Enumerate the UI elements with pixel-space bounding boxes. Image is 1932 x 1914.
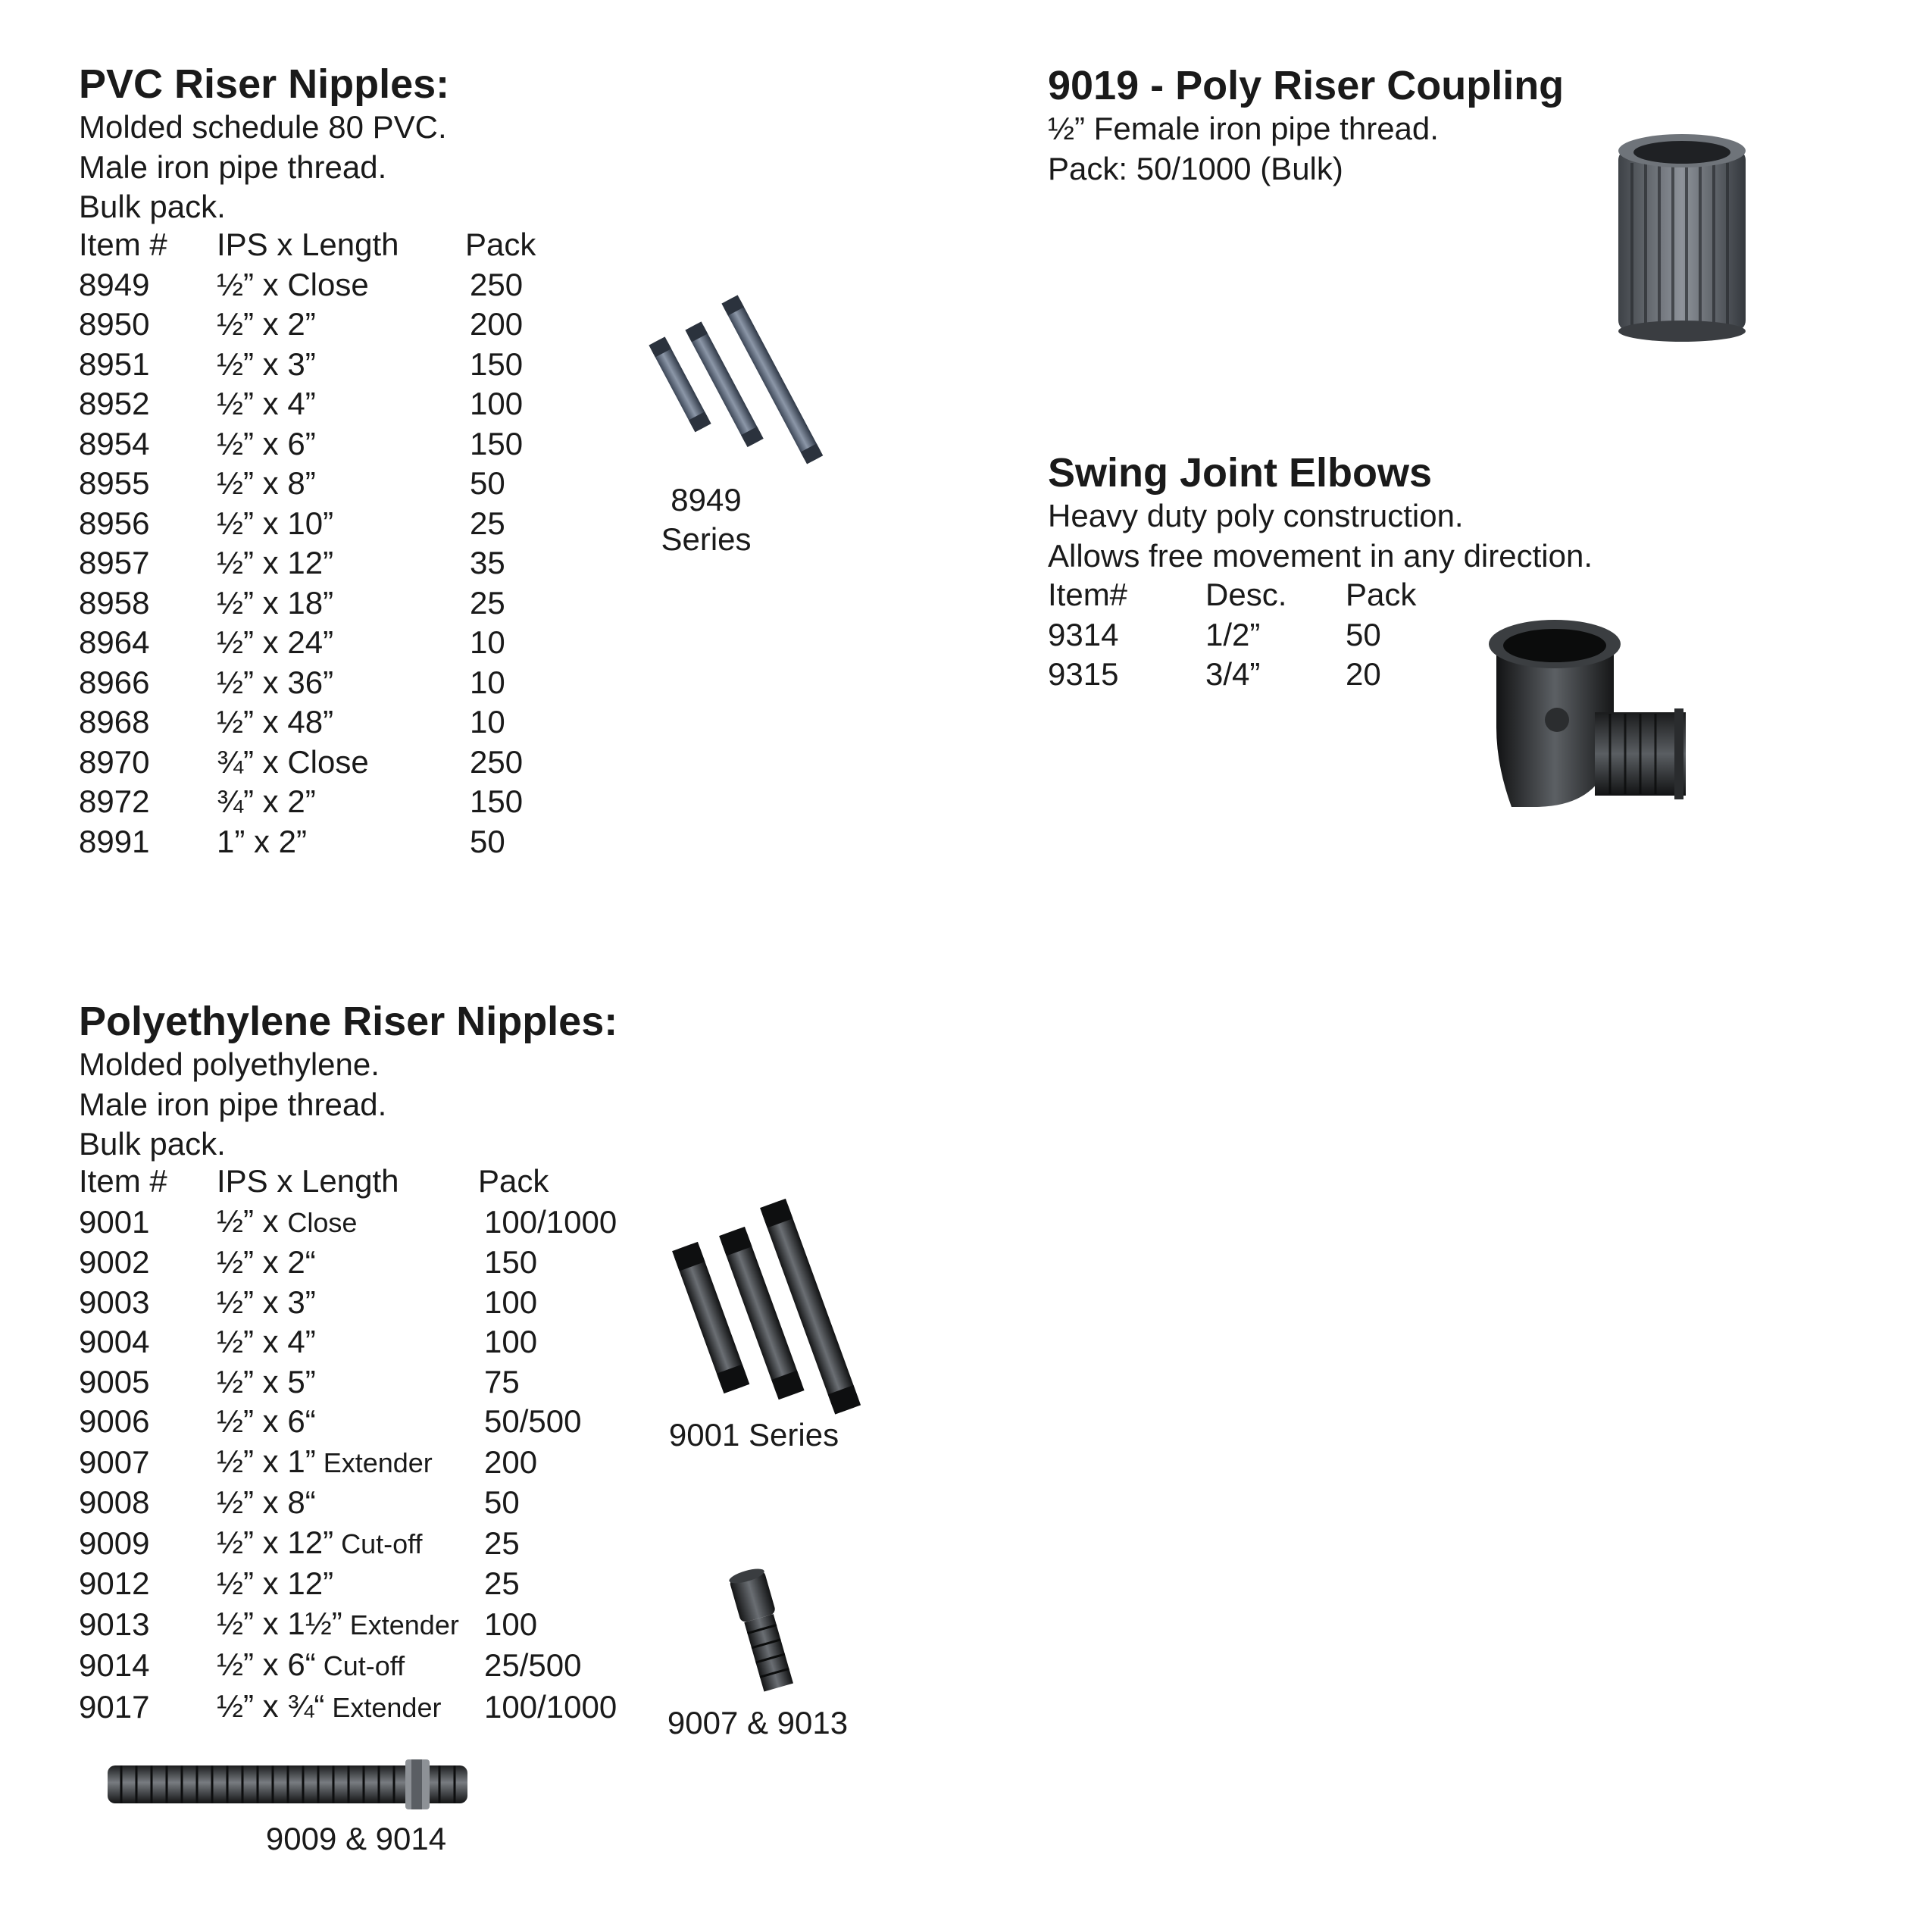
pack-qty: 25/500 <box>484 1647 582 1683</box>
item-number: 8958 <box>79 584 150 621</box>
size-note: Close <box>287 1206 358 1238</box>
size-note: Extender <box>342 1609 459 1640</box>
item-number: 9007 <box>79 1443 150 1480</box>
table-row <box>79 702 556 743</box>
pack-qty: 150 <box>470 346 524 382</box>
ips-length <box>217 1202 478 1243</box>
ips-length: ¾” x Close <box>217 743 369 780</box>
table-row <box>79 1202 630 1243</box>
pvc-table-body <box>79 265 556 862</box>
pack-qty: 100 <box>484 1606 538 1642</box>
table-row <box>79 1243 630 1283</box>
ips-length <box>217 1402 478 1442</box>
table-row <box>79 1322 630 1362</box>
size-text: ½” x ¾“ <box>217 1687 325 1724</box>
ips-length <box>217 1243 478 1283</box>
ips-length: ½” x 3” <box>217 346 316 382</box>
ips-length: ½” x 12” <box>217 545 334 580</box>
pack-qty: 50/500 <box>484 1403 582 1439</box>
table-row <box>1048 655 1436 695</box>
pack-qty: 20 <box>1346 656 1381 692</box>
ips-length: ½” x 6” <box>217 425 316 461</box>
poly-title: Polyethylene Riser Nipples: <box>79 999 618 1044</box>
pack-qty: 100/1000 <box>484 1688 617 1725</box>
ips-length: ½” x 36” <box>217 664 334 700</box>
table-row <box>79 1687 630 1728</box>
pvc-description <box>79 108 447 227</box>
pack-qty: 200 <box>470 306 524 342</box>
poly-description <box>79 1045 386 1165</box>
item-number: 8949 <box>79 266 150 302</box>
extender-nipple-icon <box>701 1567 807 1696</box>
swing-table <box>1048 575 1436 695</box>
table-row <box>79 345 556 385</box>
item-number: 9014 <box>79 1647 150 1683</box>
swing-description <box>1048 496 1593 576</box>
item-number: 8950 <box>79 306 150 342</box>
pack-qty: 50 <box>1346 616 1381 652</box>
pack-qty: 25 <box>470 584 505 621</box>
pvc-riser-nipples-icon <box>617 288 784 485</box>
item-number: 9008 <box>79 1484 150 1520</box>
poly-riser-nipples-icon <box>659 1190 886 1425</box>
ips-length: 1” x 2” <box>217 823 308 859</box>
item-number: 8972 <box>79 783 150 819</box>
header-pack: Pack <box>478 1163 549 1199</box>
swing-table-body <box>1048 615 1436 695</box>
item-number: 8957 <box>79 545 150 580</box>
pack-qty: 50 <box>470 465 505 501</box>
size-text: ½” x 5” <box>217 1363 316 1400</box>
ips-length: ½” x 10” <box>217 505 334 541</box>
item-number: 9013 <box>79 1606 150 1642</box>
pack-qty: 100 <box>484 1284 538 1320</box>
size-note: Cut-off <box>315 1650 405 1681</box>
coupling-desc-line: ½” Female iron pipe thread. <box>1048 111 1439 146</box>
pvc-desc-line: Male iron pipe thread. <box>79 149 387 185</box>
size-text: ½” x 3” <box>217 1284 316 1320</box>
riser-coupling-icon <box>1614 133 1750 345</box>
header-size: IPS x Length <box>217 227 399 262</box>
item-number: 9003 <box>79 1284 150 1320</box>
elbow-size: 1/2” <box>1205 616 1261 652</box>
size-text: ½” x 12” <box>217 1524 334 1560</box>
caption-9007: 9007 & 9013 <box>667 1705 849 1740</box>
pack-qty: 150 <box>470 783 524 819</box>
pack-qty: 25 <box>484 1525 520 1561</box>
table-header-row <box>79 225 556 265</box>
item-number: 9005 <box>79 1363 150 1400</box>
item-number: 8968 <box>79 704 150 740</box>
pack-qty: 200 <box>484 1443 538 1480</box>
ips-length: ½” x 4” <box>217 386 316 421</box>
item-number: 8955 <box>79 465 150 501</box>
pack-qty: 100 <box>484 1324 538 1359</box>
pvc-title: PVC Riser Nipples: <box>79 61 450 107</box>
swing-desc-line: Allows free movement in any direction. <box>1048 537 1593 574</box>
header-item: Item # <box>79 227 167 262</box>
size-text: ½” x 8“ <box>217 1484 316 1520</box>
ips-length <box>217 1604 478 1646</box>
pack-qty: 35 <box>470 545 505 580</box>
pack-qty: 150 <box>470 425 524 461</box>
header-item: Item# <box>1048 577 1128 612</box>
header-pack: Pack <box>1346 577 1417 612</box>
header-item: Item # <box>79 1163 167 1199</box>
item-number: 8951 <box>79 346 150 382</box>
item-number: 9006 <box>79 1403 150 1439</box>
poly-table <box>79 1162 630 1728</box>
pack-qty: 50 <box>470 823 505 859</box>
poly-desc-line: Molded polyethylene. <box>79 1046 380 1082</box>
table-row <box>79 782 556 822</box>
pack-qty: 50 <box>484 1484 520 1520</box>
table-row <box>79 504 556 544</box>
ips-length: ½” x Close <box>217 266 369 302</box>
poly-table-body <box>79 1202 630 1728</box>
ips-length: ½” x 18” <box>217 584 334 621</box>
size-text: ½” x <box>217 1203 288 1239</box>
size-text: ½” x 6“ <box>217 1647 316 1682</box>
item-number: 9012 <box>79 1565 150 1601</box>
size-text: ½” x 6“ <box>217 1403 316 1439</box>
pack-qty: 100/1000 <box>484 1203 617 1240</box>
item-number: 8956 <box>79 505 150 541</box>
ips-length: ¾” x 2” <box>217 783 316 819</box>
table-header-row <box>79 1162 630 1202</box>
item-number: 8954 <box>79 425 150 461</box>
size-text: ½” x 12” <box>217 1565 334 1601</box>
ips-length <box>217 1322 478 1362</box>
table-row <box>79 543 556 583</box>
size-text: ½” x 2“ <box>217 1244 316 1280</box>
table-row <box>79 623 556 663</box>
pack-qty: 250 <box>470 743 524 780</box>
table-row <box>79 1442 630 1484</box>
pvc-table <box>79 225 556 862</box>
table-row <box>79 583 556 624</box>
pvc-desc-line: Molded schedule 80 PVC. <box>79 109 447 145</box>
ips-length <box>217 1283 478 1323</box>
pack-qty: 10 <box>470 704 505 740</box>
item-number: 8964 <box>79 624 150 660</box>
header-size: IPS x Length <box>217 1163 399 1199</box>
table-row <box>79 464 556 504</box>
table-row <box>79 743 556 783</box>
caption-9009: 9009 & 9014 <box>265 1821 447 1856</box>
pack-qty: 75 <box>484 1363 520 1400</box>
coupling-desc-line: Pack: 50/1000 (Bulk) <box>1048 150 1343 186</box>
table-row <box>79 1483 630 1523</box>
coupling-title: 9019 - Poly Riser Coupling <box>1048 63 1565 108</box>
table-row <box>79 1362 630 1403</box>
swing-title: Swing Joint Elbows <box>1048 450 1433 496</box>
table-header-row <box>1048 575 1436 615</box>
size-note: Cut-off <box>333 1528 423 1559</box>
pack-qty: 150 <box>484 1244 538 1280</box>
poly-desc-line: Male iron pipe thread. <box>79 1086 387 1122</box>
ips-length: ½” x 24” <box>217 624 334 660</box>
caption-line: Series <box>661 521 752 557</box>
table-row <box>79 424 556 464</box>
table-row <box>79 822 556 862</box>
item-number: 9017 <box>79 1688 150 1725</box>
table-row <box>1048 615 1436 655</box>
caption-line: 8949 <box>671 482 742 518</box>
cutoff-nipple-icon <box>106 1758 470 1811</box>
pack-qty: 25 <box>470 505 505 541</box>
item-number: 9315 <box>1048 656 1119 692</box>
table-row <box>79 1402 630 1442</box>
table-row <box>79 384 556 424</box>
table-row <box>79 265 556 305</box>
pvc-image-caption <box>630 480 782 559</box>
table-row <box>79 663 556 703</box>
coupling-description <box>1048 109 1439 189</box>
ips-length <box>217 1687 478 1728</box>
pack-qty: 250 <box>470 266 524 302</box>
item-number: 9002 <box>79 1244 150 1280</box>
table-row <box>79 1564 630 1604</box>
pvc-desc-line: Bulk pack. <box>79 189 226 224</box>
item-number: 9001 <box>79 1203 150 1240</box>
size-note: Extender <box>315 1446 433 1478</box>
item-number: 9004 <box>79 1324 150 1359</box>
ips-length: ½” x 8” <box>217 465 316 501</box>
poly-desc-line: Bulk pack. <box>79 1126 226 1162</box>
ips-length <box>217 1442 478 1484</box>
ips-length <box>217 1523 478 1565</box>
table-row <box>79 1523 630 1565</box>
pack-qty: 100 <box>470 386 524 421</box>
header-desc: Desc. <box>1205 577 1287 612</box>
elbow-size: 3/4” <box>1205 656 1261 692</box>
item-number: 9314 <box>1048 616 1119 652</box>
ips-length <box>217 1362 478 1403</box>
table-row <box>79 1645 630 1687</box>
ips-length <box>217 1645 478 1687</box>
table-row <box>79 1283 630 1323</box>
pack-qty: 25 <box>484 1565 520 1601</box>
ips-length: ½” x 2” <box>217 306 316 342</box>
ips-length <box>217 1483 478 1523</box>
size-text: ½” x 1” <box>217 1443 316 1479</box>
table-row <box>79 305 556 345</box>
item-number: 8966 <box>79 664 150 700</box>
ips-length <box>217 1564 478 1604</box>
table-row <box>79 1604 630 1646</box>
size-note: Extender <box>324 1691 442 1723</box>
item-number: 8952 <box>79 386 150 421</box>
size-text: ½” x 1½” <box>217 1605 342 1641</box>
swing-joint-elbow-icon <box>1481 614 1731 818</box>
item-number: 8970 <box>79 743 150 780</box>
item-number: 8991 <box>79 823 150 859</box>
swing-desc-line: Heavy duty poly construction. <box>1048 498 1464 533</box>
pack-qty: 10 <box>470 664 505 700</box>
item-number: 9009 <box>79 1525 150 1561</box>
header-pack: Pack <box>465 227 536 262</box>
ips-length: ½” x 48” <box>217 704 334 740</box>
pack-qty: 10 <box>470 624 505 660</box>
caption-9001: 9001 Series <box>668 1417 839 1453</box>
size-text: ½” x 4” <box>217 1324 316 1359</box>
